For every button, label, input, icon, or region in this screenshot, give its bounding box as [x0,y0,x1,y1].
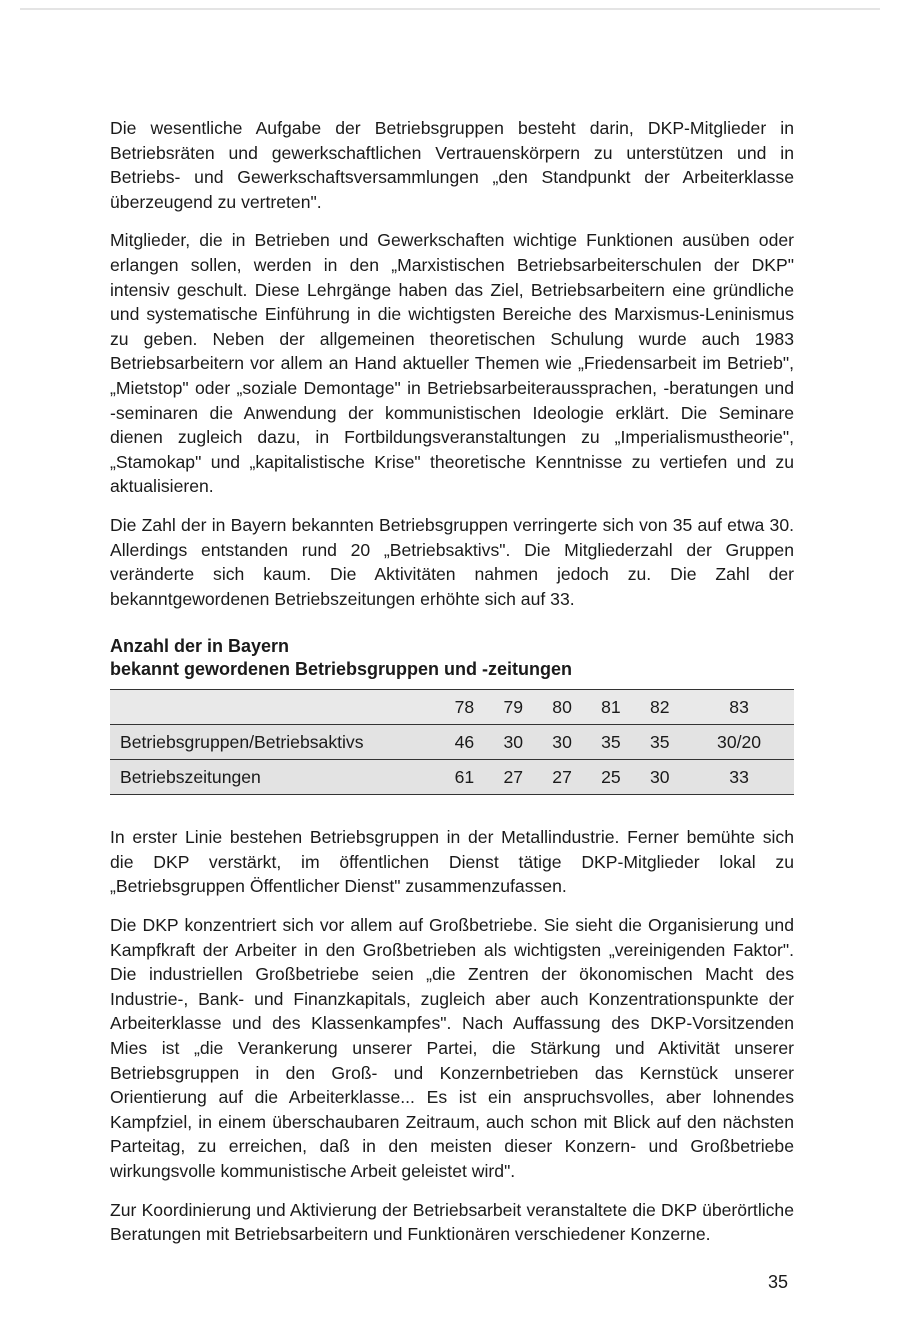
table-row [110,760,794,795]
paragraph-zahl-betriebsgruppen: Die Zahl der in Bayern bekannten Betriebsgruppen verringerte sich von 35 auf etwa 30. Allerdings entstanden rund 20 „Betriebsaktivs". Die Mitgliederzahl der Gruppen veränderte sich kaum. Die Aktivitäten nahmen jedoch zu. Die Zahl der bekanntgewordenen Betriebszeitungen erhöhte sich auf 33. [110,514,794,609]
year-header: 81 [586,690,635,725]
paragraph-metallindustrie: In erster Linie bestehen Betriebsgruppen in der Metallindustrie. Ferner bemühte sich die DKP verstärkt, im öffentlichen Dienst tätige DKP-Mitglieder lokal zu „Betriebsgruppen Öffentlicher Dienst" zusammenzufassen. [110,827,794,897]
paragraph-grossbetriebe: Die DKP konzentriert sich vor allem auf Großbetriebe. Sie sieht die Organisierung und Kampfkraft der Arbeiter in den Großbetrieben als wichtigsten „vereinigenden Faktor". Die industriellen Großbetriebe seien „die Zentren der ökonomischen Macht des Industrie-, Bank- und Finanzkapitals, zugleich aber auch Konzentrationspunkte der Arbeiterklasse und des Klassenkampfes". Nach Auffassung des DKP-Vorsitzenden Mies ist „die Verankerung unserer Partei, die Stärkung und Aktivität unserer Betriebsgruppen in den Groß- und Konzernbetrieben das Kernstück unserer Orientierung auf die Arbeiterklasse... Es ist ein anspruchsvolles, aber lohnendes Kampfziel, in einem überschaubaren Zeitraum, auch schon mit Blick auf den nächsten Parteitag, zu erreichen, daß in den meisten dieser Konzern- und Großbetriebe wirkungsvolle kommunistische Arbeit geleistet wird". [110,915,794,1181]
page-body [110,116,794,1261]
table-corner-cell [110,690,440,725]
table-cell: 30/20 [684,725,794,760]
table-title-line-2: bekannt gewordenen Betriebsgruppen und -zeitungen [110,659,573,680]
table-cell: 46 [440,725,489,760]
table-cell: 25 [586,760,635,795]
table-cell: 30 [538,725,587,760]
row-label: Betriebszeitungen [110,760,440,795]
table-cell: 61 [440,760,489,795]
table-title [110,635,794,681]
paragraph-koordinierung: Zur Koordinierung und Aktivierung der Betriebsarbeit veranstaltete die DKP überörtliche Beratungen mit Betriebsarbeitern und Funktionären verschiedener Konzerne. [110,1199,794,1245]
table-cell: 27 [538,760,587,795]
row-label: Betriebsgruppen/Betriebsaktivs [110,725,440,760]
year-header: 82 [635,690,684,725]
year-header: 80 [538,690,587,725]
table-cell: 35 [586,725,635,760]
page-number: 35 [768,1272,789,1292]
table-cell: 27 [489,760,538,795]
table-cell: 33 [684,760,794,795]
year-header: 79 [489,690,538,725]
scan-edge-line [20,8,880,10]
paragraph-schulung: Mitglieder, die in Betrieben und Gewerkschaften wichtige Funktionen ausüben oder erlangen sollen, werden in den „Marxistischen Betriebsarbeiterschulen der DKP" intensiv geschult. Diese Lehrgänge haben das Ziel, Betriebsarbeitern eine gründliche und systematische Einführung in die wichtigsten Bereiche des Marxismus-Leninismus zu geben. Neben der allgemeinen theoretischen Schulung wurde auch 1983 Betriebsarbeitern vor allem an Hand aktueller Themen wie „Friedensarbeit im Betrieb", „Mietstop" oder „soziale Demontage" in Betriebsarbeiteraussprachen, -beratungen und -seminaren die Anwendung der kommunistischen Ideologie erklärt. Die Seminare dienen zugleich dazu, in Fortbildungsveranstaltungen zu „Imperialismustheorie", „Stamokap" und „kapitalistische Krise" theoretische Kenntnisse zu vertiefen und zu aktualisieren. [110,230,794,497]
table-cell: 30 [635,760,684,795]
statistics-table [110,689,794,795]
paragraph-betriebsgruppen-aufgabe: Die wesentliche Aufgabe der Betriebsgruppen besteht darin, DKP-Mitglieder in Betriebsräten und gewerkschaftlichen Vertrauenskörpern zu unterstützen und in Betriebs- und Gewerkschaftsversammlungen „den Standpunkt der Arbeiterklasse überzeugend zu vertreten". [110,118,794,212]
year-header: 78 [440,690,489,725]
table-cell: 35 [635,725,684,760]
table-header-row [110,690,794,725]
year-header: 83 [684,690,794,725]
table-row [110,725,794,760]
table-title-line-1: Anzahl der in Bayern [110,636,290,657]
table-cell: 30 [489,725,538,760]
